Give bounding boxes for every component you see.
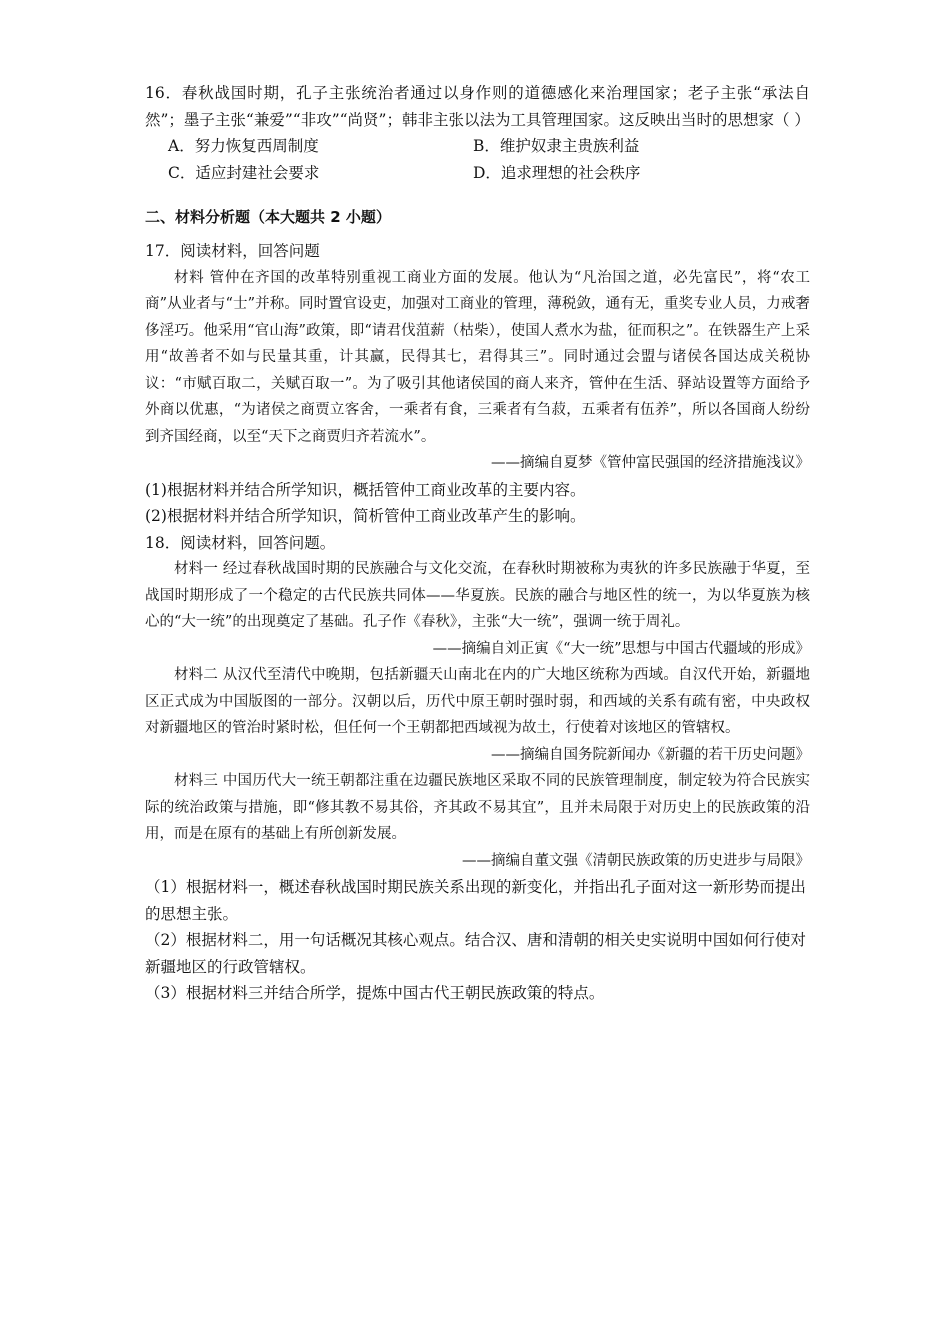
section-heading: 二、材料分析题（本大题共 2 小题） xyxy=(145,208,391,226)
q17-source: ——摘编自夏梦《管仲富民强国的经济措施浅议》 xyxy=(491,455,810,471)
q18-source-2: ——摘编自国务院新闻办《新疆的若干历史问题》 xyxy=(491,746,810,763)
question-18 xyxy=(145,530,810,1007)
exam-page xyxy=(145,72,810,1007)
q17-question-1: (1)根据材料并结合所学知识，概括管仲工商业改革的主要内容。 xyxy=(145,480,586,499)
q18-source-1: ——摘编自刘正寅《“大一统”思想与中国古代疆域的形成》 xyxy=(432,640,810,657)
q17-intro: 17．阅读材料，回答问题 xyxy=(145,242,320,260)
q18-material-1: 材料一 经过春秋战国时期的民族融合与文化交流，在春秋时期被称为夷狄的许多民族融于华夏，至战国时期形成了一个稳定的古代民族共同体——华夏族。民族的融合与地区性的统一，为以华夏族为核心的“大一统”的出现奠定了基础。孔子作《春秋》，主张“大一统”，强调一统于周礼。 xyxy=(145,561,810,630)
q18-question-2: （2）根据材料二，用一句话概况其核心观点。结合汉、唐和清朝的相关史实说明中国如何行使对新疆地区的行政管辖权。 xyxy=(145,931,806,976)
question-17 xyxy=(145,238,810,530)
q18-question-1: （1）根据材料一，概述春秋战国时期民族关系出现的新变化，并指出孔子面对这一新形势而提出的思想主张。 xyxy=(145,878,806,923)
q18-material-3: 材料三 中国历代大一统王朝都注重在边疆民族地区采取不同的民族管理制度，制定较为符合民族实际的统治政策与措施，即“修其教不易其俗，齐其政不易其宜”，且并未局限于对历史上的民族政策的沿用，而是在原有的基础上有所创新发展。 xyxy=(145,773,810,842)
q18-material-2: 材料二 从汉代至清代中晚期，包括新疆天山南北在内的广大地区统称为西域。自汉代开始，新疆地区正式成为中国版图的一部分。汉朝以后，历代中原王朝时强时弱，和西域的关系有疏有密，中央政权对新疆地区的管治时紧时松，但任何一个王朝都把西域视为故土，行使着对该地区的管辖权。 xyxy=(145,667,810,736)
q16-stem: 16．春秋战国时期，孔子主张统治者通过以身作则的道德感化来治理国家；老子主张“承法自然”；墨子主张“兼爱”“非攻”“尚贤”；韩非主张以法为工具管理国家。这反映出当时的思想家（ ） xyxy=(145,84,810,129)
q16-option-d[interactable]: D．追求理想的社会秩序 xyxy=(473,164,641,182)
q16-option-a[interactable]: A．努力恢复西周制度 xyxy=(168,137,319,155)
q17-question-2: (2)根据材料并结合所学知识，简析管仲工商业改革产生的影响。 xyxy=(145,507,586,525)
q16-option-c[interactable]: C．适应封建社会要求 xyxy=(168,164,320,182)
q17-material: 材料 管仲在齐国的改革特别重视工商业方面的发展。他认为“凡治国之道，必先富民”，将“农工商”从业者与“士”并称。同时置官设吏，加强对工商业的管理，薄税敛，通有无，重奖专业人员，力戒奢侈淫巧。他采用“官山海”政策，即“请君伐菹薪（枯柴），使国人煮水为盐，征而积之”。在铁器生产上采用“故善者不如与民量其重，计其赢，民得其七，君得其三”。同时通过会盟与诸侯各国达成关税协议：“市赋百取二，关赋百取一”。为了吸引其他诸侯国的商人来齐，管仲在生活、驿站设置等方面给予外商以优惠，“为诸侯之商贾立客舍，一乘者有食，三乘者有刍菽，五乘者有伍养”，所以各国商人纷纷到齐国经商，以至“天下之商贾归齐若流水”。 xyxy=(145,269,810,445)
question-16 xyxy=(145,80,810,187)
q18-source-3: ——摘编自董文强《清朝民族政策的历史进步与局限》 xyxy=(462,852,810,869)
q18-question-3: （3）根据材料三并结合所学，提炼中国古代王朝民族政策的特点。 xyxy=(145,984,605,1002)
q16-options xyxy=(168,133,810,187)
q18-intro: 18．阅读材料，回答问题。 xyxy=(145,533,336,552)
q16-option-b[interactable]: B．维护奴隶主贵族利益 xyxy=(473,137,640,155)
